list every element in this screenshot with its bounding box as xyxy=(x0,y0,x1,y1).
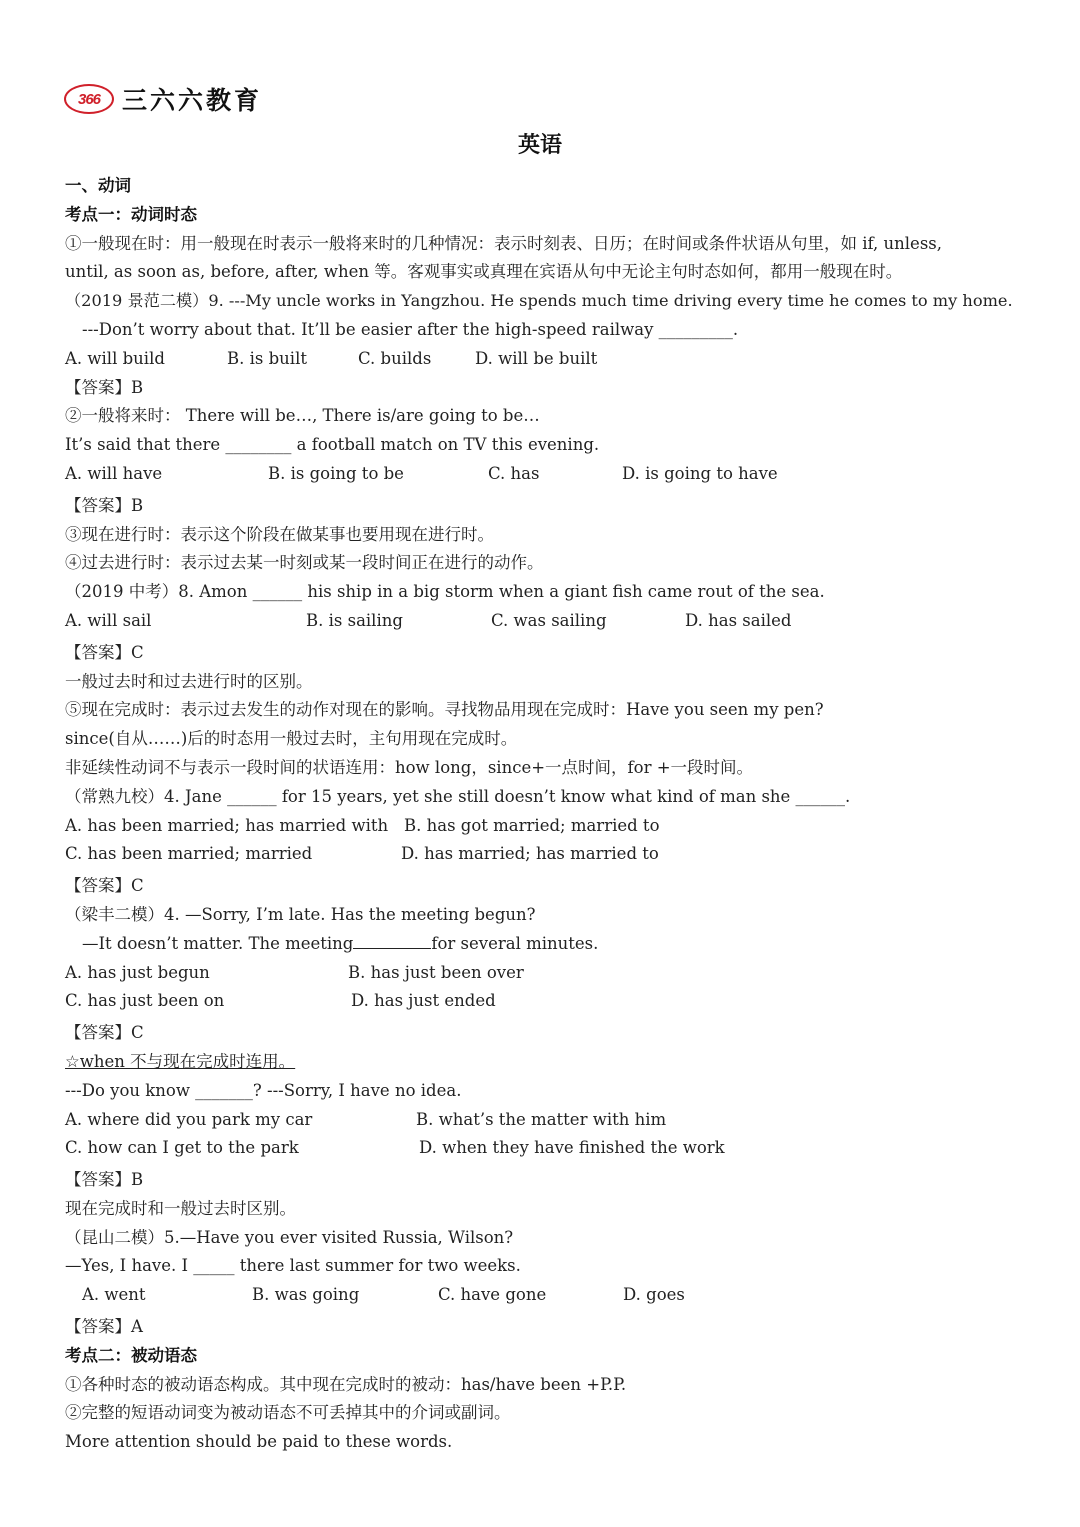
option: C. was sailing xyxy=(491,610,607,630)
option: C. builds xyxy=(358,348,432,368)
paragraph-line: ②完整的短语动词变为被动语态不可丢掉其中的介词或副词。 xyxy=(65,1403,511,1423)
options-row xyxy=(65,840,1025,869)
option: C. how can I get to the park xyxy=(65,1138,299,1158)
answer-line: 【答案】C xyxy=(65,876,144,896)
option: B. has just been over xyxy=(348,962,524,982)
answer-line: 【答案】B xyxy=(65,495,144,515)
page-title: 英语 xyxy=(517,133,562,158)
option: D. is going to have xyxy=(622,463,778,483)
question-line: ---Do you know _______? ---Sorry, I have no idea. xyxy=(65,1080,462,1100)
point-heading: 考点一：动词时态 xyxy=(65,204,197,224)
option: C. has just been on xyxy=(65,991,225,1011)
section-heading: 一、动词 xyxy=(65,176,131,195)
option: C. have gone xyxy=(438,1285,547,1305)
logo-mark: 366 xyxy=(64,84,114,114)
option: C. has xyxy=(488,463,540,483)
paragraph-line: 一般过去时和过去进行时的区别。 xyxy=(65,671,313,691)
paragraph-line: until, as soon as, before, after, when 等。客观事实或真理在宾语从句中无论主句时态如何，都用一般现在时。 xyxy=(65,262,903,282)
option: B. is going to be xyxy=(268,463,404,483)
option: D. has married; has married to xyxy=(401,844,659,864)
option: C. has been married; married xyxy=(65,844,313,864)
underlined-note: ☆when 不与现在完成时连用。 xyxy=(65,1051,296,1071)
paragraph-line: 现在完成时和一般过去时区别。 xyxy=(65,1198,296,1218)
paragraph-line: More attention should be paid to these words. xyxy=(65,1432,453,1452)
question-line: It’s said that there ________ a football match on TV this evening. xyxy=(65,435,600,455)
option: D. has just ended xyxy=(351,991,496,1011)
logo-text: 三六六教育 xyxy=(122,86,263,115)
paragraph-line: 非延续性动词不与表示一段时间的状语连用：how long，since+一点时间，for +一段时间。 xyxy=(65,757,754,777)
option: D. has sailed xyxy=(685,610,792,630)
option: A. where did you park my car xyxy=(65,1109,313,1129)
question-line: （2019 景范二模）9. ---My uncle works in Yangzhou. He spends much time driving every time he comes to my home. xyxy=(65,291,1013,311)
options-row xyxy=(65,1134,1025,1163)
option: A. will have xyxy=(65,463,163,483)
question-line: （2019 中考）8. Amon ______ his ship in a big storm when a giant fish came rout of the sea. xyxy=(65,582,825,602)
question-line xyxy=(65,930,1025,959)
option: A. has been married; has married with xyxy=(65,815,389,835)
option: B. has got married; married to xyxy=(404,815,660,835)
star-note xyxy=(65,1048,1025,1077)
point-heading: 考点二：被动语态 xyxy=(65,1345,197,1365)
options-row xyxy=(65,345,1025,374)
options-row xyxy=(65,959,1025,988)
question-line: （常熟九校）4. Jane ______ for 15 years, yet she still doesn’t know what kind of man she ______. xyxy=(65,786,851,806)
option: B. is sailing xyxy=(306,610,403,630)
paragraph-line: ①一般现在时：用一般现在时表示一般将来时的几种情况：表示时刻表、日历；在时间或条件状语从句里，如 if, unless, xyxy=(65,233,943,253)
options-row xyxy=(65,607,1025,636)
options-row xyxy=(65,460,1025,489)
paragraph-line: ③现在进行时：表示这个阶段在做某事也要用现在进行时。 xyxy=(65,524,494,544)
option: B. was going xyxy=(252,1285,360,1305)
answer-line: 【答案】C xyxy=(65,1023,144,1043)
answer-line: 【答案】C xyxy=(65,642,144,662)
question-text: —It doesn’t matter. The meeting xyxy=(82,933,354,953)
option: D. goes xyxy=(623,1285,685,1305)
option: A. will build xyxy=(65,348,165,368)
question-line: —Yes, I have. I _____ there last summer for two weeks. xyxy=(65,1256,521,1276)
options-row xyxy=(65,987,1025,1016)
option: A. went xyxy=(82,1285,146,1305)
paragraph-line: ①各种时态的被动语态构成。其中现在完成时的被动：has/have been +P.P. xyxy=(65,1374,627,1394)
options-row xyxy=(65,812,1025,841)
document-body xyxy=(65,172,1025,1457)
brand-logo xyxy=(64,82,262,116)
paragraph-line: ⑤现在完成时：表示过去发生的动作对现在的影响。寻找物品用现在完成时：Have you seen my pen? xyxy=(65,700,824,720)
option: A. has just begun xyxy=(65,962,210,982)
answer-line: 【答案】B xyxy=(65,1170,144,1190)
paragraph-line: ②一般将来时： There will be…, There is/are going to be… xyxy=(65,406,540,426)
question-text: for several minutes. xyxy=(431,933,599,953)
answer-blank xyxy=(353,930,431,949)
options-row xyxy=(65,1106,1025,1135)
paragraph-line: ④过去进行时：表示过去某一时刻或某一段时间正在进行的动作。 xyxy=(65,553,544,573)
option: B. is built xyxy=(227,348,307,368)
option: B. what’s the matter with him xyxy=(416,1109,667,1129)
answer-line: 【答案】B xyxy=(65,377,144,397)
option: D. when they have finished the work xyxy=(419,1138,725,1158)
option: A. will sail xyxy=(65,610,152,630)
answer-line: 【答案】A xyxy=(65,1317,143,1337)
paragraph-line: since(自从……)后的时态用一般过去时，主句用现在完成时。 xyxy=(65,729,518,749)
option: D. will be built xyxy=(475,348,598,368)
question-line: ---Don’t worry about that. It’ll be easier after the high-speed railway _________. xyxy=(82,319,739,339)
question-line: （昆山二模）5.—Have you ever visited Russia, Wilson? xyxy=(65,1227,514,1247)
question-line: （梁丰二模）4. —Sorry, I’m late. Has the meeting begun? xyxy=(65,904,536,924)
options-row xyxy=(65,1281,1025,1310)
